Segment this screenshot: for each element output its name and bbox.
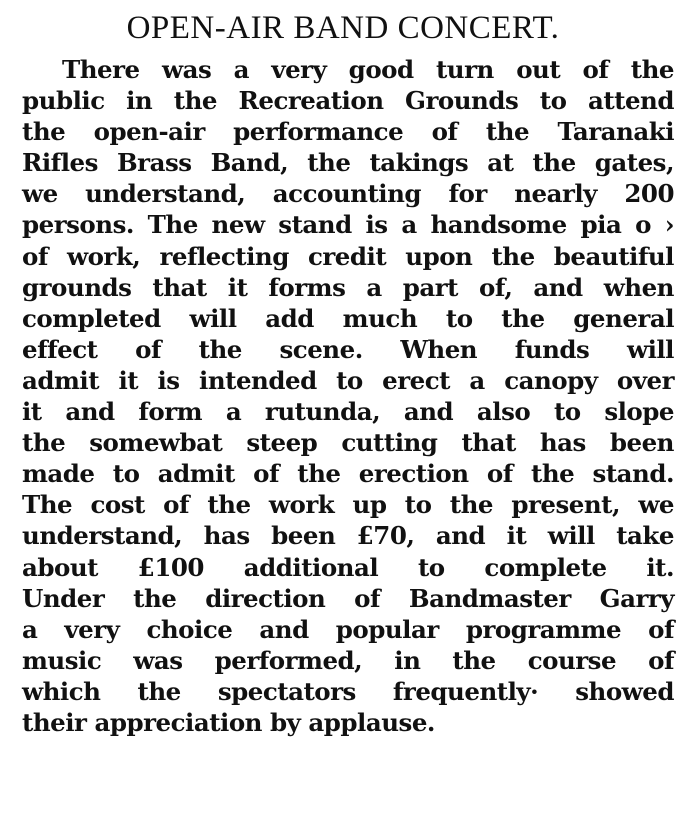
article-line: persons. The new stand is a handsome piа o ›	[22, 210, 674, 240]
article-line: completed will add much to the general	[22, 303, 674, 333]
article-line: about £100 additional to complete it.	[22, 552, 674, 582]
article-line: their appreciation by applause.	[22, 707, 435, 737]
article-line: The cost of the work up to the present, we	[22, 490, 674, 520]
article-line: Rifles Brass Band, the takings at the gates,	[22, 148, 674, 178]
article-line: effect of the scene. When funds will	[22, 334, 674, 364]
article-line: a very choice and popular programme of	[22, 614, 674, 644]
article-line: There was a very good turn out of the	[62, 55, 674, 84]
article-line: we understand, accounting for nearly 200	[22, 179, 674, 209]
article-line: it and form a rutunda, and also to slope	[22, 397, 674, 427]
article-line: which the spectators frequently· showed	[22, 676, 674, 706]
article-headline: OPEN-AIR BAND CONCERT.	[126, 10, 560, 46]
article-line: public in the Recreation Grounds to attend	[22, 86, 674, 116]
article-line: the open-air performance of the Taranaki	[22, 117, 674, 147]
article-line: Under the direction of Bandmaster Garry	[22, 583, 674, 613]
article-line: the somewbat steep cutting that has been	[22, 428, 674, 458]
article-line: admit it is intended to erect a canopy over	[22, 365, 674, 395]
article-line: music was performed, in the course of	[22, 645, 674, 675]
article-line: of work, reflecting credit upon the beautiful	[22, 241, 674, 271]
article-line: made to admit of the erection of the stand.	[22, 459, 674, 489]
article-body	[22, 54, 674, 738]
article-line: grounds that it forms a part of, and when	[22, 272, 674, 302]
article-line: understand, has been £70, and it will take	[22, 521, 674, 551]
